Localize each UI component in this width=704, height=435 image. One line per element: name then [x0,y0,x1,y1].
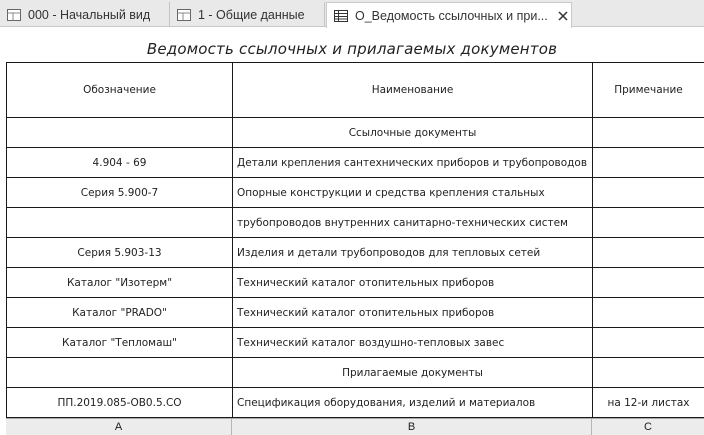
cell-note[interactable] [593,208,704,238]
table-row [7,358,704,388]
cell-note[interactable] [593,178,704,208]
schedule-table-icon [333,8,349,24]
table-row [7,388,704,418]
tab-schedule[interactable] [326,2,572,28]
cell-name[interactable]: Опорные конструкции и средства крепления стальных [233,178,593,208]
cell-name[interactable]: Технический каталог отопительных приборов [233,298,593,328]
tab-label: О_Ведомость ссылочных и при... [355,8,548,23]
table-row [7,118,704,148]
column-header-note[interactable]: Примечание [593,63,704,118]
cell-name[interactable]: Спецификация оборудования, изделий и материалов [233,388,593,418]
column-letter-b[interactable]: B [232,419,592,435]
cell-name[interactable]: Технический каталог воздушно-тепловых завес [233,328,593,358]
column-letter-c[interactable]: C [644,421,652,433]
floor-plan-view-icon [6,7,22,23]
table-row [7,148,704,178]
cell-note[interactable] [593,328,704,358]
cell-designation[interactable]: Серия 5.903-13 [7,238,233,268]
header-row [7,63,704,118]
section-heading-cell[interactable]: Прилагаемые документы [233,358,593,388]
cell-designation[interactable] [7,208,233,238]
schedule-title: Ведомость ссылочных и прилагаемых документов [146,40,558,58]
table-row [7,268,704,298]
tab-start-view[interactable] [0,2,170,27]
column-letter-bar [6,418,704,435]
table-row [7,208,704,238]
tab-label: 1 - Общие данные [198,7,305,22]
table-row [7,298,704,328]
table-row [7,328,704,358]
cell-designation[interactable]: ПП.2019.085-ОВ0.5.СО [7,388,233,418]
cell-designation[interactable]: 4.904 - 69 [7,148,233,178]
cell-designation[interactable]: Каталог "Тепломаш" [7,328,233,358]
table-row [7,178,704,208]
column-header-name[interactable]: Наименование [233,63,593,118]
cell-designation[interactable]: Каталог "Изотерм" [7,268,233,298]
column-header-designation[interactable]: Обозначение [7,63,233,118]
cell-note[interactable] [593,358,704,388]
table-row [7,238,704,268]
cell-designation[interactable]: Каталог "PRADO" [7,298,233,328]
view-tab-bar [0,0,704,27]
floor-plan-view-icon [176,7,192,23]
cell-note[interactable] [593,298,704,328]
section-heading-cell[interactable]: Ссылочные документы [233,118,593,148]
cell-note[interactable] [593,148,704,178]
cell-note[interactable] [593,118,704,148]
cell-note[interactable] [593,268,704,298]
tab-general-data[interactable] [170,2,325,27]
cell-note[interactable] [593,238,704,268]
cell-name[interactable]: трубопроводов внутренних санитарно-технических систем [233,208,593,238]
cell-name[interactable]: Детали крепления сантехнических приборов и трубопроводов [233,148,593,178]
cell-name[interactable]: Технический каталог отопительных приборов [233,268,593,298]
tab-label: 000 - Начальный вид [28,7,151,22]
cell-note[interactable]: на 12-и листах [593,388,704,418]
cell-designation[interactable] [7,118,233,148]
cell-designation[interactable]: Серия 5.900-7 [7,178,233,208]
cell-designation[interactable] [7,358,233,388]
schedule-table [6,62,704,418]
cell-name[interactable]: Изделия и детали трубопроводов для тепловых сетей [233,238,593,268]
column-letter-a[interactable]: A [6,419,232,435]
close-icon[interactable] [556,9,570,23]
